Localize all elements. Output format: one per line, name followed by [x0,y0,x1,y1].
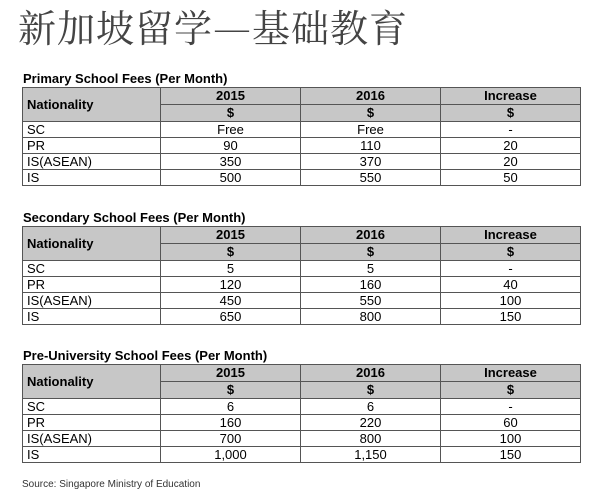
year-2016-header: 2016 [301,88,441,105]
secondary-fees-section [22,210,580,325]
year-2015-header: 2015 [161,227,301,244]
increase-cell: - [441,261,581,277]
increase-header: Increase [441,227,581,244]
currency-header: $ [441,382,581,399]
currency-header: $ [161,105,301,122]
nationality-cell: SC [23,399,161,415]
fee-2016-cell: 550 [301,293,441,309]
fee-2016-cell: 160 [301,277,441,293]
increase-header: Increase [441,88,581,105]
currency-header: $ [301,382,441,399]
nationality-cell: IS [23,309,161,325]
nationality-header: Nationality [23,227,161,261]
header-row-years [23,365,581,382]
fee-2016-cell: 5 [301,261,441,277]
fee-2015-cell: 160 [161,415,301,431]
nationality-header: Nationality [23,365,161,399]
nationality-cell: PR [23,415,161,431]
fee-2016-cell: 370 [301,154,441,170]
nationality-cell: SC [23,122,161,138]
fee-2016-cell: 800 [301,309,441,325]
header-row-years [23,227,581,244]
nationality-cell: IS [23,170,161,186]
table-row [23,154,581,170]
table-row [23,431,581,447]
increase-cell: 150 [441,447,581,463]
table-row [23,261,581,277]
primary-fees-section [22,71,580,186]
nationality-cell: IS(ASEAN) [23,431,161,447]
nationality-header: Nationality [23,88,161,122]
fee-2015-cell: 500 [161,170,301,186]
increase-cell: 100 [441,431,581,447]
table-row [23,415,581,431]
table-row [23,293,581,309]
increase-cell: 50 [441,170,581,186]
increase-cell: 150 [441,309,581,325]
header-row-years [23,88,581,105]
fee-2015-cell: 120 [161,277,301,293]
section-title: Secondary School Fees (Per Month) [23,210,246,225]
nationality-cell: IS [23,447,161,463]
secondary-fees-table [22,226,581,325]
fee-2016-cell: 550 [301,170,441,186]
table-row [23,277,581,293]
primary-fees-table [22,87,581,186]
fee-2016-cell: 220 [301,415,441,431]
pre-university-fees-section [22,348,580,463]
fee-2015-cell: 90 [161,138,301,154]
fee-2015-cell: 450 [161,293,301,309]
table-row [23,122,581,138]
increase-cell: - [441,122,581,138]
source-note: Source: Singapore Ministry of Education [22,479,201,490]
increase-cell: 60 [441,415,581,431]
nationality-cell: SC [23,261,161,277]
fee-2015-cell: 5 [161,261,301,277]
table-row [23,309,581,325]
section-title: Primary School Fees (Per Month) [23,71,228,86]
year-2015-header: 2015 [161,88,301,105]
section-title: Pre-University School Fees (Per Month) [23,348,268,363]
increase-cell: 100 [441,293,581,309]
nationality-cell: IS(ASEAN) [23,154,161,170]
currency-header: $ [161,382,301,399]
pre-university-fees-table [22,364,581,463]
currency-header: $ [441,105,581,122]
fee-2016-cell: 1,150 [301,447,441,463]
fee-2015-cell: 700 [161,431,301,447]
table-row [23,170,581,186]
nationality-cell: IS(ASEAN) [23,293,161,309]
nationality-cell: PR [23,277,161,293]
currency-header: $ [441,244,581,261]
increase-header: Increase [441,365,581,382]
fee-2015-cell: 6 [161,399,301,415]
increase-cell: 20 [441,138,581,154]
fee-2016-cell: 800 [301,431,441,447]
nationality-cell: PR [23,138,161,154]
table-row [23,399,581,415]
increase-cell: 40 [441,277,581,293]
fee-2016-cell: 110 [301,138,441,154]
table-row [23,138,581,154]
year-2016-header: 2016 [301,227,441,244]
year-2016-header: 2016 [301,365,441,382]
page-title: 新加坡留学—基础教育 [18,7,409,51]
fee-2015-cell: 1,000 [161,447,301,463]
fee-2016-cell: Free [301,122,441,138]
fee-2015-cell: 650 [161,309,301,325]
currency-header: $ [161,244,301,261]
currency-header: $ [301,244,441,261]
fee-2015-cell: 350 [161,154,301,170]
currency-header: $ [301,105,441,122]
increase-cell: 20 [441,154,581,170]
year-2015-header: 2015 [161,365,301,382]
fee-2016-cell: 6 [301,399,441,415]
fee-2015-cell: Free [161,122,301,138]
table-row [23,447,581,463]
increase-cell: - [441,399,581,415]
